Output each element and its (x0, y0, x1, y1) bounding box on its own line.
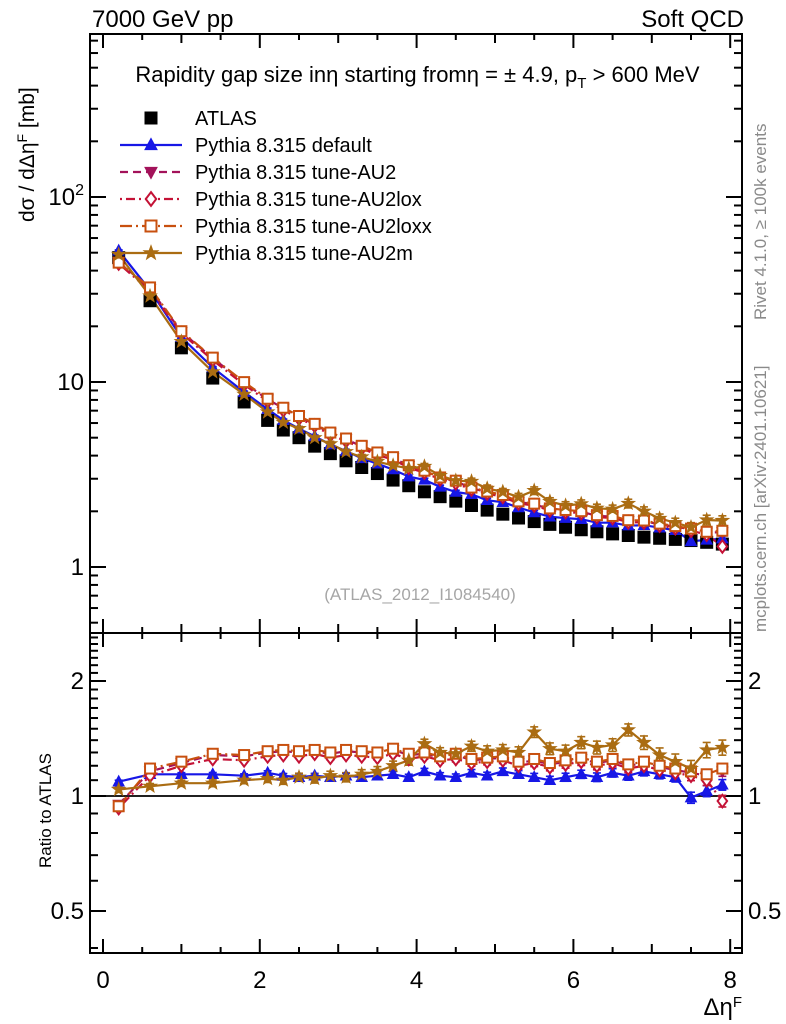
data-marker (654, 533, 665, 544)
data-marker (607, 528, 618, 539)
data-marker (356, 462, 367, 473)
data-marker (435, 491, 446, 502)
x-axis-label-sup: F (732, 994, 742, 1011)
data-marker (294, 746, 304, 756)
data-marker (466, 500, 477, 511)
y-main-tick-label: 1 (70, 554, 84, 581)
data-marker (419, 486, 430, 497)
data-marker (638, 532, 649, 543)
analysis-id-watermark: (ATLAS_2012_I1084540) (324, 585, 516, 604)
data-marker (372, 468, 383, 479)
x-tick-label: 2 (253, 967, 267, 994)
data-marker (513, 513, 524, 524)
data-marker (560, 522, 571, 533)
legend-label: Pythia 8.315 tune-AU2 (195, 162, 397, 184)
y-axis-label-units: [mb] (16, 87, 39, 134)
data-marker (325, 747, 335, 757)
legend-item (146, 108, 257, 130)
data-marker (576, 524, 587, 535)
legend-item (120, 135, 372, 157)
series-markers-3 (114, 257, 727, 814)
plot-title-subscript: T (577, 75, 587, 92)
plot-title-text-2: > 600 MeV (586, 62, 700, 87)
data-marker (146, 113, 157, 124)
data-marker (341, 433, 351, 443)
y-axis-label-main (16, 87, 40, 222)
data-marker (310, 419, 320, 429)
data-marker (263, 746, 273, 756)
data-marker (419, 765, 430, 775)
data-marker (114, 801, 124, 811)
data-marker (239, 750, 249, 760)
legend-label: ATLAS (195, 108, 257, 130)
x-tick-label: 6 (566, 967, 581, 994)
y-ratio-tick-label-left: 2 (70, 668, 84, 696)
data-marker (529, 754, 539, 764)
data-marker (208, 749, 218, 759)
data-marker (310, 745, 320, 755)
data-marker (529, 499, 539, 509)
legend-item (120, 216, 432, 238)
y-ratio-tick-label-left: 1 (70, 783, 84, 810)
y-ratio-tick-label-right: 0.5 (748, 897, 782, 925)
data-marker (545, 758, 555, 768)
data-marker (639, 516, 649, 526)
data-marker (239, 377, 249, 387)
y-main-tick-label: 10 (57, 369, 84, 396)
data-marker (717, 764, 727, 774)
legend-label: Pythia 8.315 tune-AU2loxx (195, 216, 432, 238)
series-markers-4 (114, 258, 728, 812)
data-marker (576, 753, 586, 763)
series-1 (115, 250, 727, 803)
data-marker (372, 747, 382, 757)
ratio-panel-frame (90, 633, 742, 953)
legend-item (120, 162, 396, 184)
data-marker (294, 411, 304, 421)
data-marker (263, 394, 273, 404)
data-marker (623, 530, 634, 541)
data-marker (717, 526, 727, 536)
y-axis-label-sup: F (14, 133, 30, 143)
x-axis-label-text: Δη (703, 994, 733, 1021)
data-marker (176, 757, 186, 767)
data-marker (144, 246, 158, 259)
data-marker (466, 754, 476, 764)
data-marker (592, 757, 602, 767)
plot-title (95, 62, 740, 92)
legend-label: Pythia 8.315 tune-AU2m (195, 243, 413, 265)
y-ratio-tick-label-right: 1 (748, 783, 762, 810)
data-marker (497, 509, 508, 520)
y-ratio-tick-label-right: 2 (748, 668, 762, 696)
x-tick-label: 0 (96, 967, 110, 994)
data-marker (388, 744, 398, 754)
axes (90, 34, 742, 953)
data-marker (608, 754, 618, 764)
data-marker (146, 192, 156, 206)
data-marker (357, 746, 367, 756)
legend (120, 108, 432, 265)
data-marker (403, 480, 414, 491)
data-marker (655, 761, 665, 771)
rivet-version-caption: Rivet 4.1.0, ≥ 100k events (751, 123, 770, 320)
series-5 (115, 253, 727, 792)
data-marker (146, 221, 157, 232)
legend-item (120, 189, 422, 211)
x-axis-label (600, 994, 742, 1022)
legend-item (120, 243, 413, 265)
series-reference (113, 252, 728, 549)
process-group-header: Soft QCD (641, 6, 744, 33)
data-marker (591, 526, 602, 537)
beam-energy-header: 7000 GeV pp (92, 6, 234, 33)
mcplots-arxiv-caption: mcplots.cern.ch [arXiv:2401.10621] (751, 365, 770, 632)
data-marker (145, 764, 155, 774)
data-marker (482, 505, 493, 516)
y-axis-label-ratio: Ratio to ATLAS (36, 753, 55, 868)
y-main-tick-label: $10^2$ (48, 182, 84, 211)
legend-label: Pythia 8.315 default (195, 135, 372, 157)
data-marker (341, 745, 351, 755)
y-ratio-tick-label-left: 0.5 (50, 897, 84, 925)
data-marker (529, 516, 540, 527)
data-marker (623, 515, 633, 525)
plot-title-text: Rapidity gap size inη starting fromη = ± 4.9, p (135, 62, 578, 87)
data-marker (702, 769, 712, 779)
data-marker (388, 475, 399, 486)
data-marker (639, 757, 649, 767)
data-marker (450, 496, 461, 507)
legend-label: Pythia 8.315 tune-AU2lox (195, 189, 422, 211)
x-tick-label: 8 (723, 967, 737, 994)
data-marker (623, 759, 633, 769)
data-marker (702, 527, 712, 537)
data-marker (278, 745, 288, 755)
data-marker (278, 403, 288, 413)
x-tick-label: 4 (409, 967, 424, 994)
y-axis-label-text: dσ / dΔη (16, 142, 39, 222)
data-marker (208, 353, 218, 363)
y-main-tick-sup: 2 (75, 182, 84, 199)
